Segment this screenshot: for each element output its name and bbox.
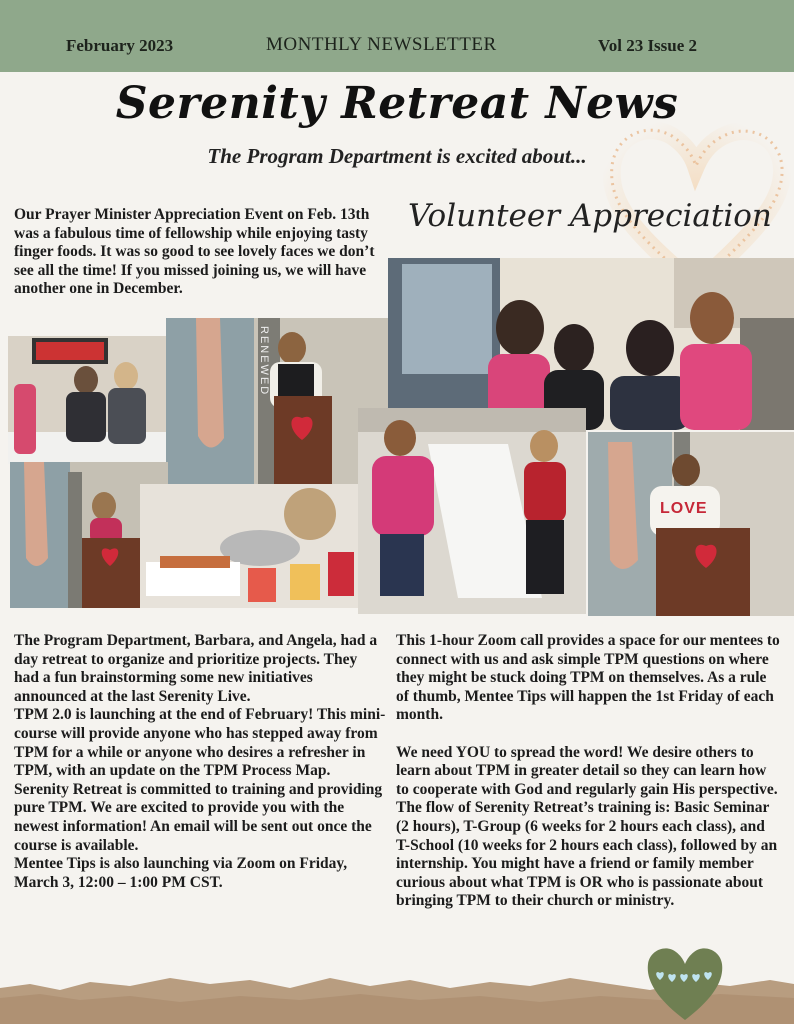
photo-event-room	[8, 336, 166, 464]
intro-paragraph: Our Prayer Minister Appreciation Event on Feb. 13th was a fabulous time of fellowship while enjoying tasty finger foods. It was so good to see lovely faces we don’t see all the time! If you missed joining us, we will have another one in December.	[14, 206, 375, 297]
photo-seated-table	[358, 408, 586, 614]
article-paragraph: TPM 2.0 is launching at the end of February! This mini-course will provide anyone who has stepped away from TPM for a while or anyone who desires a refresher in TPM, with an update on the TPM Process Map. Serenity Retreat is committed to training and providing pure TPM. We are excited to provide you with the newest information! An email will be sent out once the course is available.	[14, 706, 386, 854]
paragraph-gap	[396, 725, 780, 744]
photo-podium-love	[588, 432, 794, 616]
newsletter-label: MONTHLY NEWSLETTER	[266, 34, 497, 55]
feature-heading: Volunteer Appreciation	[408, 198, 772, 234]
photo-group-selfie	[388, 258, 794, 430]
issue-volume: Vol 23 Issue 2	[598, 36, 698, 55]
article-paragraph: This 1-hour Zoom call provides a space for our mentees to connect with us and ask simple TPM questions on where they might be stuck doing TPM on themselves. As a rule of thumb, Mentee Tips will happen the 1st Friday of each month.	[396, 632, 780, 724]
photo-podium-glasses	[166, 318, 388, 484]
article-paragraph: The Program Department, Barbara, and Angela, had a day retreat to organize and prioritize projects. They had a fun brainstorming some new initiatives announced at the last Serenity Live.	[14, 632, 378, 705]
photo-food-table	[140, 484, 358, 608]
renewed-banner-text: RENEWED	[258, 326, 270, 397]
left-article-column	[14, 632, 386, 892]
article-paragraph: We need YOU to spread the word! We desire others to learn about TPM in greater detail so they can learn how to cooperate with God and regularly gain His perspective. The flow of Serenity Retreat’s training is: Basic Seminar (2 hours), T-Group (6 weeks for 2 hours each class), and T-School (10 weeks for 2 hours each class), followed by an internship. You might have a friend or family member curious about what TPM is OR who is passionate about bringing TPM to their church or ministry.	[396, 743, 778, 910]
right-article-column	[396, 632, 780, 911]
masthead-subtitle: The Program Department is excited about...	[207, 144, 587, 168]
love-shirt-text: LOVE	[660, 500, 708, 517]
article-paragraph: Mentee Tips is also launching via Zoom on Friday, March 3, 12:00 – 1:00 PM CST.	[14, 855, 348, 891]
issue-date: February 2023	[66, 36, 174, 55]
masthead-title: Serenity Retreat News	[115, 78, 679, 129]
newsletter-header	[0, 0, 794, 72]
green-heart-icon	[642, 940, 728, 1024]
